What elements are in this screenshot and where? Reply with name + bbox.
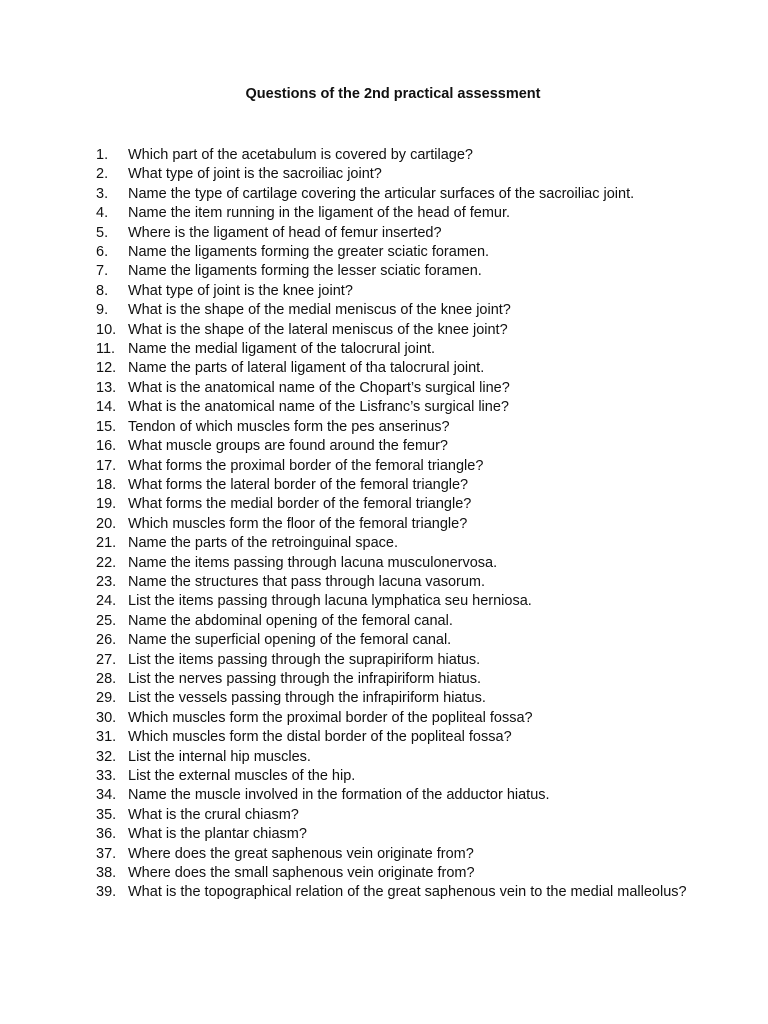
question-number: 13. [96, 379, 117, 396]
question-item [96, 515, 736, 534]
question-text: Name the structures that pass through lacuna vasorum. [128, 573, 486, 590]
question-item [96, 165, 736, 184]
question-item [96, 883, 736, 902]
question-text: Name the type of cartilage covering the articular surfaces of the sacroiliac joint. [128, 185, 635, 202]
question-text: Name the parts of the retroinguinal space. [128, 535, 399, 552]
question-number: 37. [96, 845, 117, 862]
question-item [96, 301, 736, 320]
question-item [96, 224, 736, 243]
question-number: 29. [96, 690, 117, 707]
question-number: 1. [96, 147, 109, 163]
question-text: What is the shape of the lateral meniscus of the knee joint? [128, 321, 508, 338]
question-number: 38. [96, 865, 117, 882]
question-number: 31. [96, 729, 117, 746]
question-text: Tendon of which muscles form the pes anserinus? [128, 418, 450, 435]
question-item [96, 689, 736, 708]
question-number: 17. [96, 457, 117, 474]
question-number: 7. [96, 263, 109, 280]
question-number: 9. [96, 302, 109, 319]
question-text: Name the superficial opening of the femoral canal. [128, 632, 452, 649]
question-number: 4. [96, 205, 109, 222]
question-text: List the items passing through lacuna lymphatica seu herniosa. [128, 593, 532, 610]
question-number: 5. [96, 224, 109, 241]
question-item [96, 554, 736, 573]
question-number: 36. [96, 826, 117, 843]
question-text: List the nerves passing through the infrapiriform hiatus. [128, 670, 482, 687]
question-number: 6. [96, 244, 109, 261]
question-item [96, 748, 736, 767]
question-text: Where does the small saphenous vein originate from? [128, 865, 475, 882]
question-number: 3. [96, 185, 109, 202]
question-text: What type of joint is the sacroiliac joint? [128, 166, 382, 183]
question-number: 28. [96, 670, 117, 687]
question-item [96, 146, 736, 165]
question-text: List the items passing through the suprapiriform hiatus. [128, 651, 481, 668]
question-text: What muscle groups are found around the femur? [128, 438, 448, 455]
question-text: What forms the proximal border of the femoral triangle? [128, 457, 484, 474]
question-item [96, 359, 736, 378]
question-number: 33. [96, 768, 117, 784]
question-number: 18. [96, 476, 117, 493]
question-item [96, 321, 736, 340]
question-item [96, 612, 736, 631]
question-text: Name the ligaments forming the lesser sciatic foramen. [128, 263, 482, 280]
question-number: 2. [96, 166, 109, 183]
question-text: What forms the lateral border of the femoral triangle? [128, 476, 469, 493]
question-item [96, 825, 736, 844]
question-item [96, 864, 736, 883]
question-item [96, 631, 736, 650]
question-number: 12. [96, 360, 117, 377]
question-item [96, 728, 736, 747]
question-text: Name the muscle involved in the formation of the adductor hiatus. [128, 787, 550, 804]
question-text: What is the crural chiasm? [128, 806, 299, 823]
question-number: 19. [96, 496, 117, 513]
question-item [96, 573, 736, 592]
question-text: List the vessels passing through the infrapiriform hiatus. [128, 690, 486, 707]
question-number: 10. [96, 321, 117, 338]
question-item [96, 398, 736, 417]
question-item [96, 204, 736, 223]
question-item [96, 592, 736, 611]
question-item [96, 379, 736, 398]
question-item [96, 243, 736, 262]
question-item [96, 786, 736, 805]
question-item [96, 476, 736, 495]
question-item [96, 262, 736, 281]
question-item [96, 845, 736, 864]
question-item [96, 282, 736, 301]
question-number: 21. [96, 535, 117, 552]
question-number: 23. [96, 573, 117, 590]
question-text: List the internal hip muscles. [128, 748, 311, 765]
question-number: 32. [96, 748, 117, 765]
question-item [96, 495, 736, 514]
question-number: 30. [96, 709, 117, 726]
question-text: Which muscles form the floor of the femoral triangle? [128, 515, 468, 532]
question-text: What forms the medial border of the femoral triangle? [128, 496, 472, 513]
question-text: What is the plantar chiasm? [128, 826, 307, 843]
question-item [96, 651, 736, 670]
question-text: Which part of the acetabulum is covered by cartilage? [128, 147, 473, 163]
question-text: What type of joint is the knee joint? [128, 282, 353, 299]
question-text: What is the topographical relation of the great saphenous vein to the medial malleolus? [128, 884, 687, 901]
question-text: Name the items passing through lacuna musculonervosa. [128, 554, 498, 571]
question-text: Name the parts of lateral ligament of tha talocrural joint. [128, 360, 485, 377]
question-item [96, 340, 736, 359]
question-text: Where does the great saphenous vein originate from? [128, 845, 474, 862]
question-number: 22. [96, 554, 117, 571]
question-number: 35. [96, 806, 117, 823]
question-number: 27. [96, 651, 117, 668]
question-item [96, 709, 736, 728]
question-text: Which muscles form the distal border of the popliteal fossa? [128, 729, 512, 746]
question-text: Name the item running in the ligament of the head of femur. [128, 205, 511, 222]
question-number: 20. [96, 515, 117, 532]
document-title: Questions of the 2nd practical assessment [245, 86, 541, 102]
question-text: Name the medial ligament of the talocrural joint. [128, 341, 436, 358]
question-number: 8. [96, 282, 109, 299]
question-text: What is the anatomical name of the Lisfranc’s surgical line? [128, 399, 509, 416]
question-item [96, 767, 736, 786]
question-text: Which muscles form the proximal border of the popliteal fossa? [128, 709, 533, 726]
question-number: 25. [96, 612, 117, 629]
question-text: Name the abdominal opening of the femoral canal. [128, 612, 453, 629]
question-item [96, 806, 736, 825]
question-text: Name the ligaments forming the greater sciatic foramen. [128, 244, 490, 261]
question-item [96, 457, 736, 476]
question-number: 15. [96, 418, 117, 435]
question-item [96, 185, 736, 204]
question-number: 16. [96, 438, 117, 455]
question-text: What is the anatomical name of the Chopart’s surgical line? [128, 379, 510, 396]
question-item [96, 534, 736, 553]
question-item [96, 418, 736, 437]
question-item [96, 437, 736, 456]
question-number: 14. [96, 399, 117, 416]
question-item [96, 670, 736, 689]
question-text: Where is the ligament of head of femur inserted? [128, 224, 442, 241]
question-text: List the external muscles of the hip. [128, 768, 356, 784]
question-number: 11. [96, 341, 116, 358]
question-number: 39. [96, 884, 117, 901]
question-list [96, 146, 736, 903]
question-number: 24. [96, 593, 117, 610]
question-text: What is the shape of the medial meniscus of the knee joint? [128, 302, 511, 319]
question-number: 34. [96, 787, 117, 804]
question-number: 26. [96, 632, 117, 649]
